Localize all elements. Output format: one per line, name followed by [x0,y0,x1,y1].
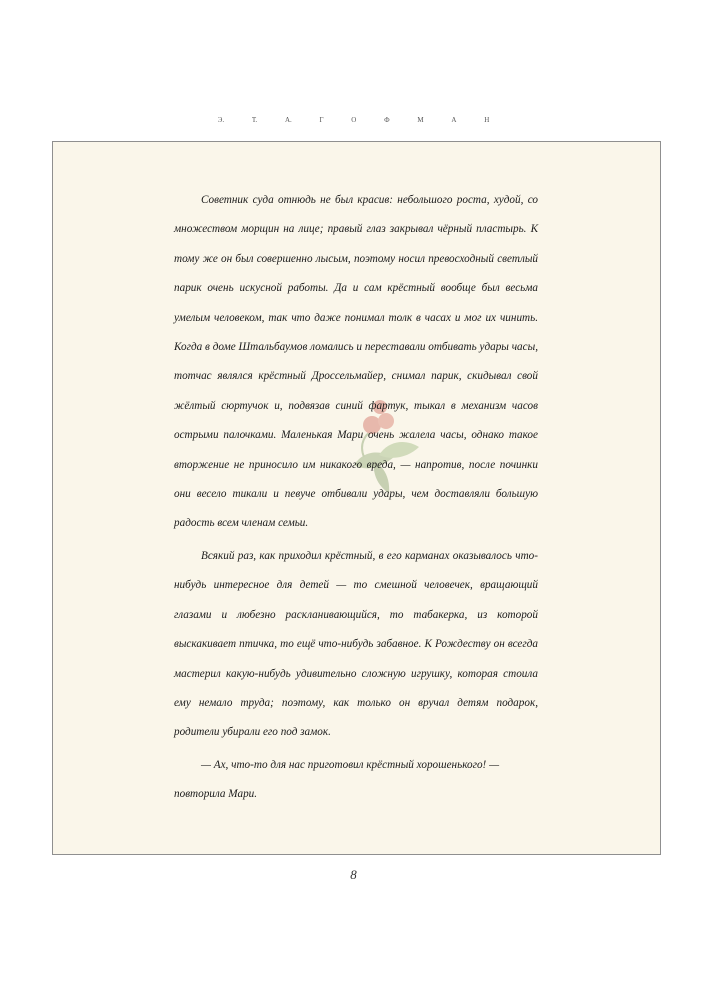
running-head-letter: Г [319,116,324,124]
running-head-letter: А [451,116,457,124]
running-head-letter: О [351,116,357,124]
running-head [0,116,707,124]
dialogue-line: — Ах, что-то для нас приготовил крёстный хорошенького! — [201,758,500,771]
running-head-letter: Ф [384,116,390,124]
running-head-letter: Н [484,116,490,124]
running-head-letter: М [417,116,424,124]
paragraph: Всякий раз, как приходил крёстный, в его карманах оказывалось что-нибудь интересное для детей — то смешной человечек, вращающий глазами и любезно раскланивающийся, то табакерка, из которой выскакивает птичка, то ещё что-нибудь забавное. К Рождеству он всегда мастерил какую-нибудь удивительно сложную игрушку, которая стоила ему немало труда; поэтому, как только он вручал детям подарок, родители убирали его под замок. [174,549,538,739]
paragraph: Советник суда отнюдь не был красив: небольшого роста, худой, со множеством морщин на лице; правый глаз закрывал чёрный пластырь. К тому же он был совершенно лысым, поэтому носил превосходный светлый парик очень искусной работы. Да и сам крёстный вообще был весьма умелым человеком, так что даже понимал толк в часах и мог их чинить. Когда в доме Штальбаумов ломались и переставали отбивать удары часы, тотчас являлся крёстный Дроссельмайер, снимал парик, скидывал свой жёлтый сюртучок и, подвязав синий фартук, тыкал в механизм часов острыми палочками. Маленькая Мари очень жалела часы, однако такое вторжение не приносило им никакого вреда, — напротив, после починки они весело тикали и певуче отбивали удары, чем доставляли большую радость всем членам семьи. [174,194,538,530]
dialogue-continuation: повторила Мари. [174,788,258,801]
running-head-letter: Т. [251,116,258,124]
page-number: 8 [350,867,357,882]
running-head-letter: Э. [217,116,225,124]
running-head-letter: А. [284,116,292,124]
body-text [174,186,538,810]
text-frame [52,141,661,855]
